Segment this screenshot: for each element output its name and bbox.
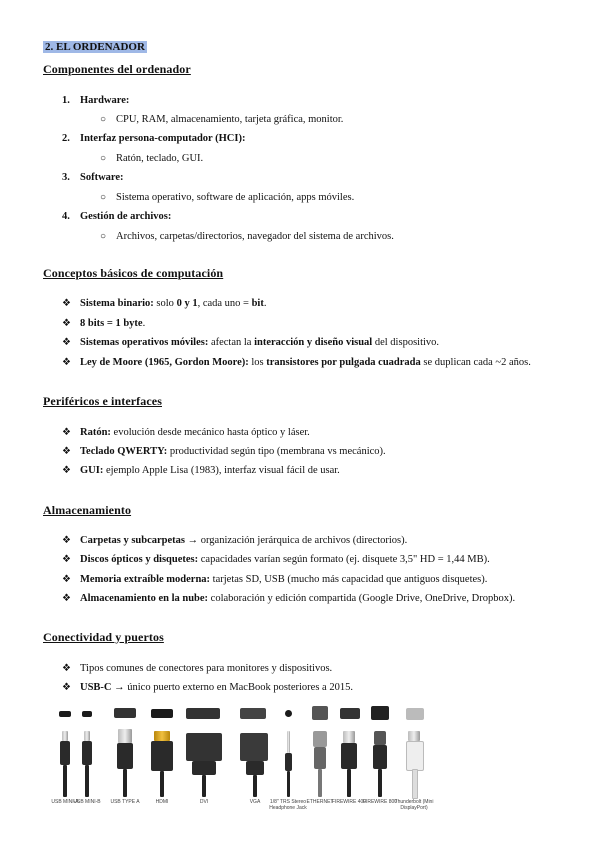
usb-mini-a-plug-icon — [62, 731, 68, 741]
dvi-port-icon — [186, 708, 220, 719]
connector-label: VGA — [249, 799, 261, 805]
audio-jack-port-icon — [285, 710, 292, 717]
vga-port-icon — [240, 708, 266, 719]
connector-label: FIREWIRE 400 — [331, 799, 367, 805]
diamond-bullet-icon: ❖ — [62, 318, 71, 329]
ethernet-plug-icon — [313, 731, 327, 747]
item-label: Interfaz persona-computador (HCI): — [80, 133, 246, 144]
audio-jack-plug-icon — [287, 731, 290, 753]
section-heading-componentes: Componentes del ordenador — [43, 62, 191, 76]
item-number: 2. — [62, 133, 70, 144]
usb-a-port-icon — [114, 708, 136, 718]
bullet-text: Almacenamiento en la nube: colaboración y edición compartida (Google Drive, OneDrive, Dropbox). — [80, 593, 516, 604]
diamond-bullet-icon: ❖ — [62, 554, 71, 565]
diamond-bullet-icon: ❖ — [62, 298, 71, 309]
item-number: 3. — [62, 172, 70, 183]
circle-bullet-icon: ○ — [100, 192, 107, 203]
connectors-illustration — [50, 703, 440, 821]
diamond-bullet-icon: ❖ — [62, 357, 71, 368]
item-sub: Ratón, teclado, GUI. — [116, 153, 204, 164]
bullet-text: Ley de Moore (1965, Gordon Moore): los transistores por pulgada cuadrada se duplican cada ~2 años. — [80, 357, 531, 368]
item-sub: Sistema operativo, software de aplicación, apps móviles. — [116, 192, 355, 203]
firewire-400-plug-icon — [343, 731, 355, 743]
diamond-bullet-icon: ❖ — [62, 574, 71, 585]
bullet-text: Tipos comunes de conectores para monitores y dispositivos. — [80, 663, 333, 674]
section-heading-almacenamiento: Almacenamiento — [43, 503, 132, 517]
vga-plug-icon — [240, 733, 268, 761]
diamond-bullet-icon: ❖ — [62, 465, 71, 476]
connector-label: HDMI — [155, 799, 169, 805]
bullet-text: Sistema binario: solo 0 y 1, cada uno = bit. — [80, 298, 267, 309]
connector-label: 1/8" TRS Stereo Headphone Jack — [269, 799, 307, 811]
connector-label: DVI — [199, 799, 209, 805]
usb-mini-b-plug-icon — [84, 731, 90, 741]
diamond-bullet-icon: ❖ — [62, 427, 71, 438]
section-heading-conceptos: Conceptos básicos de computación — [43, 266, 224, 280]
section-heading-conectividad: Conectividad y puertos — [43, 630, 164, 644]
circle-bullet-icon: ○ — [100, 231, 107, 242]
bullet-text: Teclado QWERTY: productividad según tipo (membrana vs mecánico). — [80, 446, 386, 457]
thunderbolt-port-icon — [406, 708, 424, 720]
firewire-800-port-icon — [371, 706, 389, 720]
bullet-text: Sistemas operativos móviles: afectan la interacción y diseño visual del dispositivo. — [80, 337, 440, 348]
bullet-text: Memoria extraíble moderna: tarjetas SD, USB (mucho más capacidad que antiguos disquetes). — [80, 574, 488, 585]
bullet-text: Ratón: evolución desde mecánico hasta óptico y láser. — [80, 427, 310, 438]
connector-label: USB MINI-A — [51, 799, 79, 805]
bullet-text: USB-C → único puerto externo en MacBook posteriores a 2015. — [80, 682, 353, 693]
dvi-plug-icon — [186, 733, 222, 761]
hdmi-port-icon — [151, 709, 173, 718]
item-sub: CPU, RAM, almacenamiento, tarjeta gráfica, monitor. — [116, 114, 344, 125]
usb-a-plug-icon — [118, 729, 132, 743]
page-title: 2. EL ORDENADOR — [45, 41, 145, 53]
bullet-text: GUI: ejemplo Apple Lisa (1983), interfaz visual fácil de usar. — [80, 465, 340, 476]
ethernet-port-icon — [312, 706, 328, 720]
diamond-bullet-icon: ❖ — [62, 337, 71, 348]
connector-label: ETHERNET — [306, 799, 334, 805]
connector-label: USB MINI-B — [73, 799, 101, 805]
item-sub: Archivos, carpetas/directorios, navegador del sistema de archivos. — [116, 231, 394, 242]
firewire-800-plug-icon — [374, 731, 386, 745]
item-label: Hardware: — [80, 95, 130, 106]
diamond-bullet-icon: ❖ — [62, 446, 71, 457]
connector-label: FIREWIRE 800 — [362, 799, 398, 805]
circle-bullet-icon: ○ — [100, 114, 107, 125]
item-label: Gestión de archivos: — [80, 211, 172, 222]
diamond-bullet-icon: ❖ — [62, 593, 71, 604]
thunderbolt-plug-icon — [408, 731, 420, 741]
circle-bullet-icon: ○ — [100, 153, 107, 164]
item-label: Software: — [80, 172, 124, 183]
diamond-bullet-icon: ❖ — [62, 682, 71, 693]
diamond-bullet-icon: ❖ — [62, 535, 71, 546]
bullet-text: Carpetas y subcarpetas → organización jerárquica de archivos (directorios). — [80, 535, 408, 546]
usb-mini-b-port-icon — [82, 711, 92, 717]
diamond-bullet-icon: ❖ — [62, 663, 71, 674]
item-number: 4. — [62, 211, 70, 222]
section-heading-perifericos: Periféricos e interfaces — [43, 394, 162, 408]
bullet-text: 8 bits = 1 byte. — [80, 318, 146, 329]
hdmi-plug-icon — [154, 731, 170, 741]
usb-mini-a-port-icon — [59, 711, 71, 717]
connector-label: USB TYPE A — [110, 799, 140, 805]
item-number: 1. — [62, 95, 70, 106]
connector-label: Thunderbolt (Mini DisplayPort) — [394, 799, 434, 811]
bullet-text: Discos ópticos y disquetes: capacidades varían según formato (ej. disquete 3,5" HD = 1,44 MB). — [80, 554, 490, 565]
firewire-400-port-icon — [340, 708, 360, 719]
